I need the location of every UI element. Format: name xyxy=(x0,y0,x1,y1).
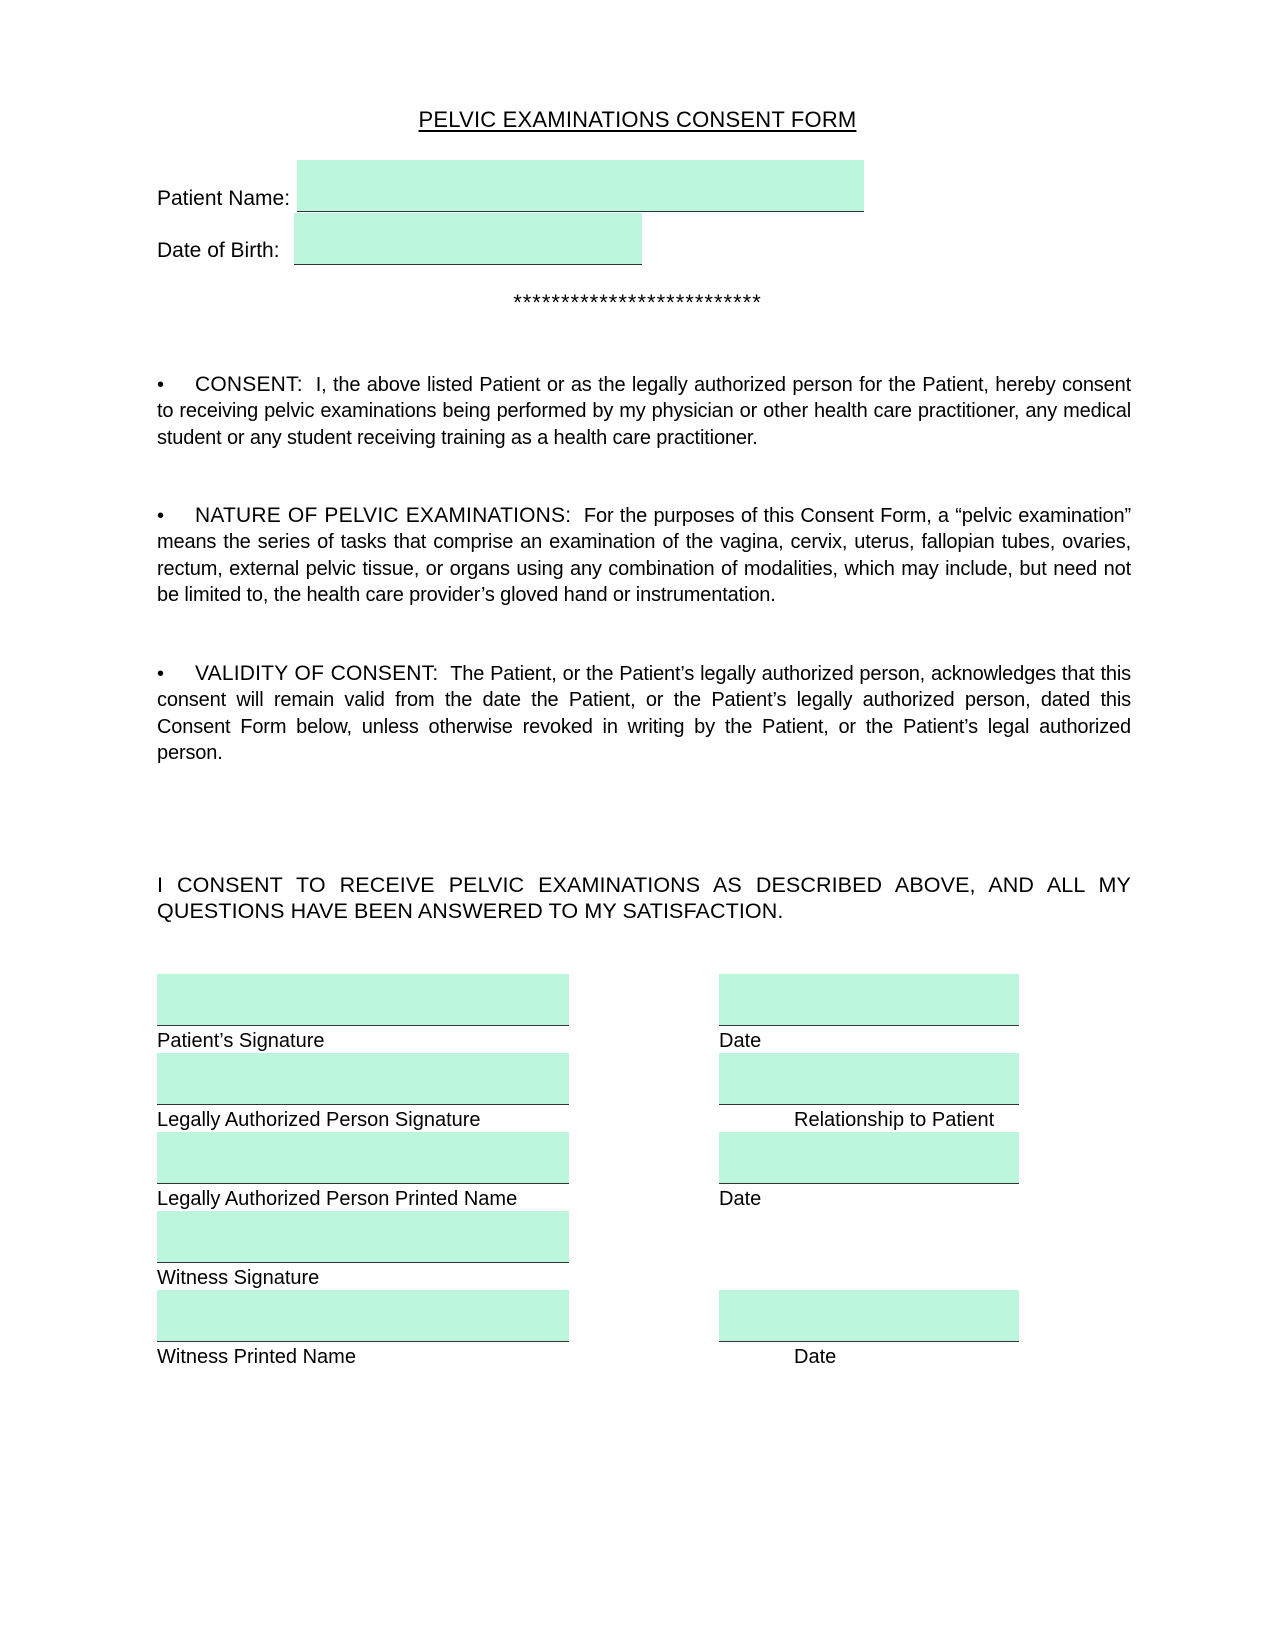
nature-section xyxy=(157,503,1131,608)
section-body: The Patient, or the Patient’s legally authorized person, acknowledges that this consent will remain valid from the date the Patient, or the Patient’s legally authorized person, dated this Consent Form below, unless otherwise revoked in writing by the Patient, or the Patient’s legal authorized person. xyxy=(157,663,1131,764)
relationship-label: Relationship to Patient xyxy=(794,1109,995,1131)
bullet-icon: • xyxy=(157,663,164,685)
section-heading: NATURE OF PELVIC EXAMINATIONS: xyxy=(195,504,572,527)
patient-name-field[interactable] xyxy=(297,160,864,212)
witness-printed-name-label: Witness Printed Name xyxy=(157,1346,356,1368)
patient-date-label: Date xyxy=(719,1030,762,1052)
lap-signature-field[interactable] xyxy=(157,1053,569,1105)
patient-name-label: Patient Name: xyxy=(157,187,291,210)
witness-date-field[interactable] xyxy=(719,1290,1019,1342)
witness-signature-label: Witness Signature xyxy=(157,1267,320,1289)
section-heading: CONSENT: xyxy=(195,373,303,396)
form-title: PELVIC EXAMINATIONS CONSENT FORM xyxy=(418,107,857,132)
witness-date-label: Date xyxy=(794,1346,837,1368)
consent-section xyxy=(157,372,1131,451)
lap-printed-name-label: Legally Authorized Person Printed Name xyxy=(157,1188,518,1210)
witness-printed-name-field[interactable] xyxy=(157,1290,569,1342)
bullet-icon: • xyxy=(157,374,164,396)
section-body: I, the above listed Patient or as the legally authorized person for the Patient, hereby consent to receiving pelvic examinations being performed by my physician or other health care practitioner, any medical student or any student receiving training as a health care practitioner. xyxy=(157,374,1131,449)
lap-printed-name-field[interactable] xyxy=(157,1132,569,1184)
dob-label: Date of Birth: xyxy=(157,239,280,262)
lap-date-label: Date xyxy=(719,1188,762,1210)
lap-date-field[interactable] xyxy=(719,1132,1019,1184)
section-heading: VALIDITY OF CONSENT: xyxy=(195,662,439,685)
relationship-field[interactable] xyxy=(719,1053,1019,1105)
acknowledgement: I CONSENT TO RECEIVE PELVIC EXAMINATIONS AS DESCRIBED ABOVE, AND ALL MY QUESTIONS HAVE BEEN ANSWERED TO MY SATISFACTION. xyxy=(157,873,1131,923)
section-body: For the purposes of this Consent Form, a “pelvic examination” means the series of tasks that comprise an examination of the vagina, cervix, uterus, fallopian tubes, ovaries, rectum, external pelvic tissue, or organs using any combination of modalities, which may include, but need not be limited to, the health care provider’s gloved hand or instrumentation. xyxy=(157,505,1131,606)
patient-date-field[interactable] xyxy=(719,974,1019,1026)
lap-signature-label: Legally Authorized Person Signature xyxy=(157,1109,481,1131)
validity-section xyxy=(157,661,1131,766)
witness-signature-field[interactable] xyxy=(157,1211,569,1263)
separator: ************************** xyxy=(513,290,762,315)
patient-signature-field[interactable] xyxy=(157,974,569,1026)
patient-signature-label: Patient’s Signature xyxy=(157,1030,325,1052)
dob-field[interactable] xyxy=(294,213,642,265)
bullet-icon: • xyxy=(157,505,164,527)
